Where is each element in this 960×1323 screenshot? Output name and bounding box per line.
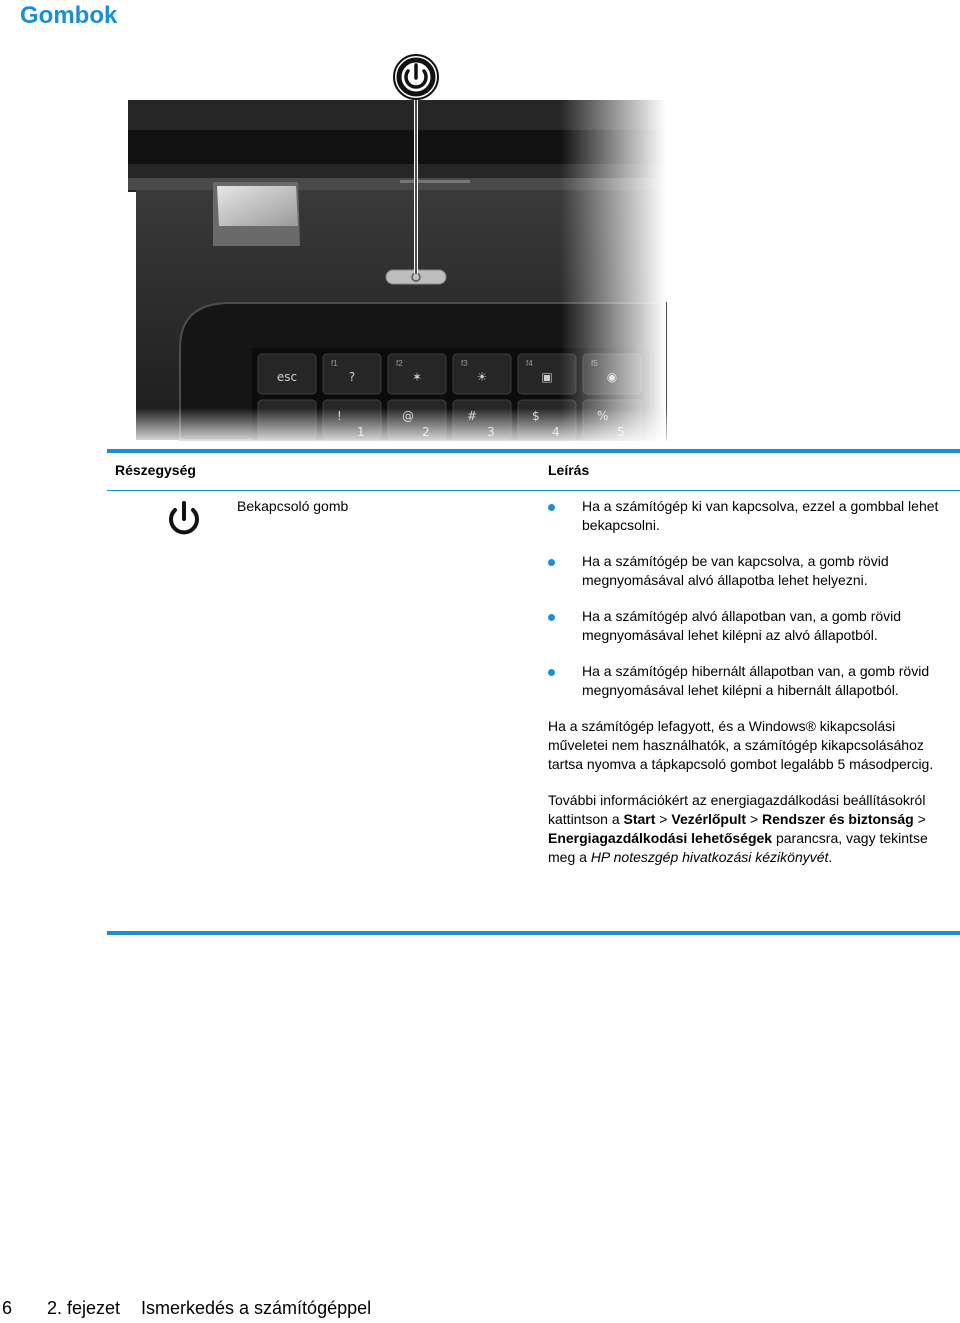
column-header-description: Leírás — [548, 462, 590, 478]
reference-guide-title: HP noteszgép hivatkozási kézikönyvét — [590, 849, 829, 865]
table-header-rule — [107, 490, 960, 491]
key-fn-label: f2 — [396, 359, 403, 368]
key-label: esc — [276, 370, 298, 384]
menu-path-power-options: Energiagazdálkodási lehetőségek — [548, 830, 773, 846]
keyboard-key — [323, 354, 381, 394]
bullet-item: Ha a számítógép hibernált állapotban van, a gomb rövid megnyomásával lehet kilépni a hibernált állapotból. — [548, 662, 948, 700]
key-label: ✶ — [411, 370, 423, 384]
menu-path-control-panel: Vezérlőpult — [671, 811, 747, 827]
text-run: > — [913, 811, 926, 827]
keyboard-key — [258, 354, 316, 394]
component-name: Bekapcsoló gomb — [237, 498, 349, 514]
keyboard-key — [388, 354, 446, 394]
power-icon — [166, 500, 202, 543]
key-label: ☀ — [476, 370, 488, 384]
menu-path-start: Start — [623, 811, 656, 827]
description-bullets — [548, 497, 948, 700]
text-run: > — [746, 811, 763, 827]
description-paragraph-info — [548, 791, 948, 867]
table-top-rule — [107, 449, 960, 453]
text-run: További információkért az energiagazdálkodási beállításokról kattintson a — [548, 792, 926, 827]
bullet-item: Ha a számítógép be van kapcsolva, a gomb rövid megnyomásával alvó állapotba lehet helyezni. — [548, 552, 948, 590]
menu-path-system-security: Rendszer és biztonság — [762, 811, 914, 827]
bullet-item: Ha a számítógép alvó állapotban van, a gomb rövid megnyomásával lehet kilépni az alvó állapotból. — [548, 607, 948, 645]
key-label: ▣ — [541, 370, 553, 384]
text-run: > — [655, 811, 672, 827]
column-header-component: Részegység — [115, 462, 196, 478]
description-paragraph: Ha a számítógép lefagyott, és a Windows® kikapcsolási műveletei nem használhatók, a számítógép kikapcsolásához tartsa nyomva a tápkapcsoló gombot legalább 5 másodpercig. — [548, 718, 934, 772]
text-run: parancsra, vagy tekintse meg a — [548, 830, 928, 865]
bullet-item: Ha a számítógép ki van kapcsolva, ezzel a gombbal lehet bekapcsolni. — [548, 497, 948, 535]
page-title: Gombok — [20, 2, 118, 29]
page-number: 6 — [2, 1298, 13, 1318]
power-icon-callout — [394, 55, 438, 99]
table-bottom-rule — [107, 931, 960, 935]
chapter-title: Ismerkedés a számítógéppel — [141, 1298, 372, 1318]
key-fn-label: f1 — [331, 359, 338, 368]
component-description — [548, 497, 948, 884]
key-fn-label: f3 — [461, 359, 468, 368]
keyboard-key — [453, 354, 511, 394]
laptop-figure — [0, 48, 960, 448]
key-fn-label: f4 — [526, 359, 533, 368]
text-run: . — [828, 849, 833, 865]
key-label: ? — [348, 370, 356, 384]
chapter-label: 2. fejezet — [47, 1298, 121, 1318]
